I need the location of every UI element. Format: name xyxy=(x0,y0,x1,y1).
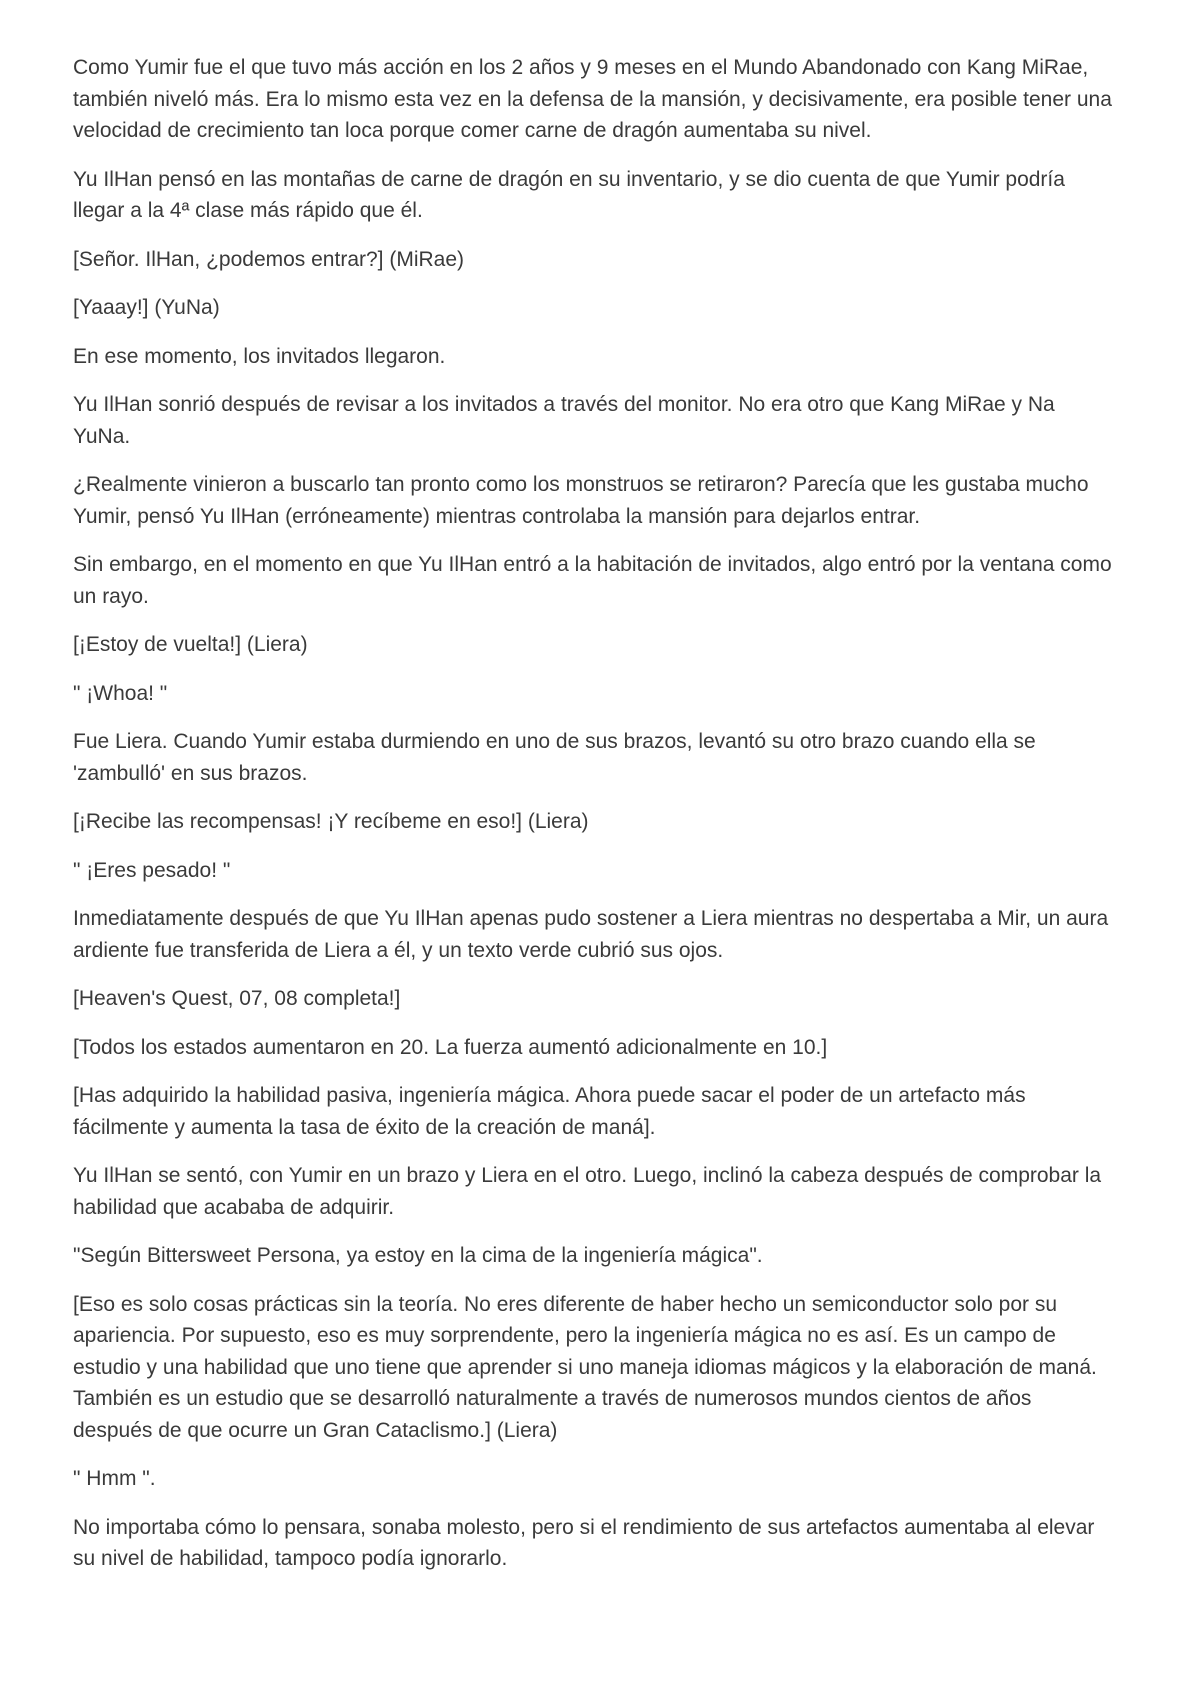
paragraph: Sin embargo, en el momento en que Yu IlHan entró a la habitación de invitados, algo entró por la ventana como un rayo. xyxy=(73,553,1112,608)
paragraph: ¿Realmente vinieron a buscarlo tan pronto como los monstruos se retiraron? Parecía que les gustaba mucho Yumir, pensó Yu IlHan (erróneamente) mientras controlaba la mansión para dejarlos entrar. xyxy=(73,473,1089,528)
paragraph: Como Yumir fue el que tuvo más acción en los 2 años y 9 meses en el Mundo Abandonado con Kang MiRae, también niveló más. Era lo mismo esta vez en la defensa de la mansión, y decisivamente, era posible tener una velocidad de crecimiento tan loca porque comer carne de dragón aumentaba su nivel. xyxy=(73,56,1112,142)
paragraph: " ¡Eres pesado! " xyxy=(73,858,231,882)
paragraph: [Eso es solo cosas prácticas sin la teoría. No eres diferente de haber hecho un semiconductor solo por su apariencia. Por supuesto, eso es muy sorprendente, pero la ingeniería mágica no es así. Es un campo de estudio y una habilidad que uno tiene que aprender si uno maneja idiomas mágicos y la elaboración de maná. También es un estudio que se desarrolló naturalmente a través de numerosos mundos cientos de años después de que ocurre un Gran Cataclismo.] (Liera) xyxy=(73,1292,1097,1442)
paragraph: [Todos los estados aumentaron en 20. La fuerza aumentó adicionalmente en 10.] xyxy=(73,1035,828,1059)
paragraph: Fue Liera. Cuando Yumir estaba durmiendo en uno de sus brazos, levantó su otro brazo cuando ella se 'zambulló' en sus brazos. xyxy=(73,730,1036,785)
paragraph: " ¡Whoa! " xyxy=(73,681,168,705)
paragraph: No importaba cómo lo pensara, sonaba molesto, pero si el rendimiento de sus artefactos aumentaba al elevar su nivel de habilidad, tampoco podía ignorarlo. xyxy=(73,1515,1095,1570)
document-page xyxy=(73,52,1113,1592)
paragraph: "Según Bittersweet Persona, ya estoy en la cima de la ingeniería mágica". xyxy=(73,1244,763,1267)
paragraph: [Heaven's Quest, 07, 08 completa!] xyxy=(73,987,401,1010)
paragraph: En ese momento, los invitados llegaron. xyxy=(73,344,446,368)
paragraph: [Yaaay!] (YuNa) xyxy=(73,296,220,319)
paragraph: [Has adquirido la habilidad pasiva, ingeniería mágica. Ahora puede sacar el poder de un artefacto más fácilmente y aumenta la tasa de éxito de la creación de maná]. xyxy=(73,1084,1026,1139)
paragraph: [¡Estoy de vuelta!] (Liera) xyxy=(73,633,308,656)
paragraph: Inmediatamente después de que Yu IlHan apenas pudo sostener a Liera mientras no despertaba a Mir, un aura ardiente fue transferida de Liera a él, y un texto verde cubrió sus ojos. xyxy=(73,907,1109,962)
paragraph: Yu IlHan pensó en las montañas de carne de dragón en su inventario, y se dio cuenta de que Yumir podría llegar a la 4ª clase más rápido que él. xyxy=(73,167,1065,222)
paragraph: Yu IlHan se sentó, con Yumir en un brazo y Liera en el otro. Luego, inclinó la cabeza después de comprobar la habilidad que acababa de adquirir. xyxy=(73,1164,1102,1219)
paragraph: [Señor. IlHan, ¿podemos entrar?] (MiRae) xyxy=(73,247,465,271)
paragraph: Yu IlHan sonrió después de revisar a los invitados a través del monitor. No era otro que Kang MiRae y Na YuNa. xyxy=(73,393,1055,448)
paragraph: " Hmm ". xyxy=(73,1467,156,1490)
paragraph: [¡Recibe las recompensas! ¡Y recíbeme en eso!] (Liera) xyxy=(73,810,589,833)
